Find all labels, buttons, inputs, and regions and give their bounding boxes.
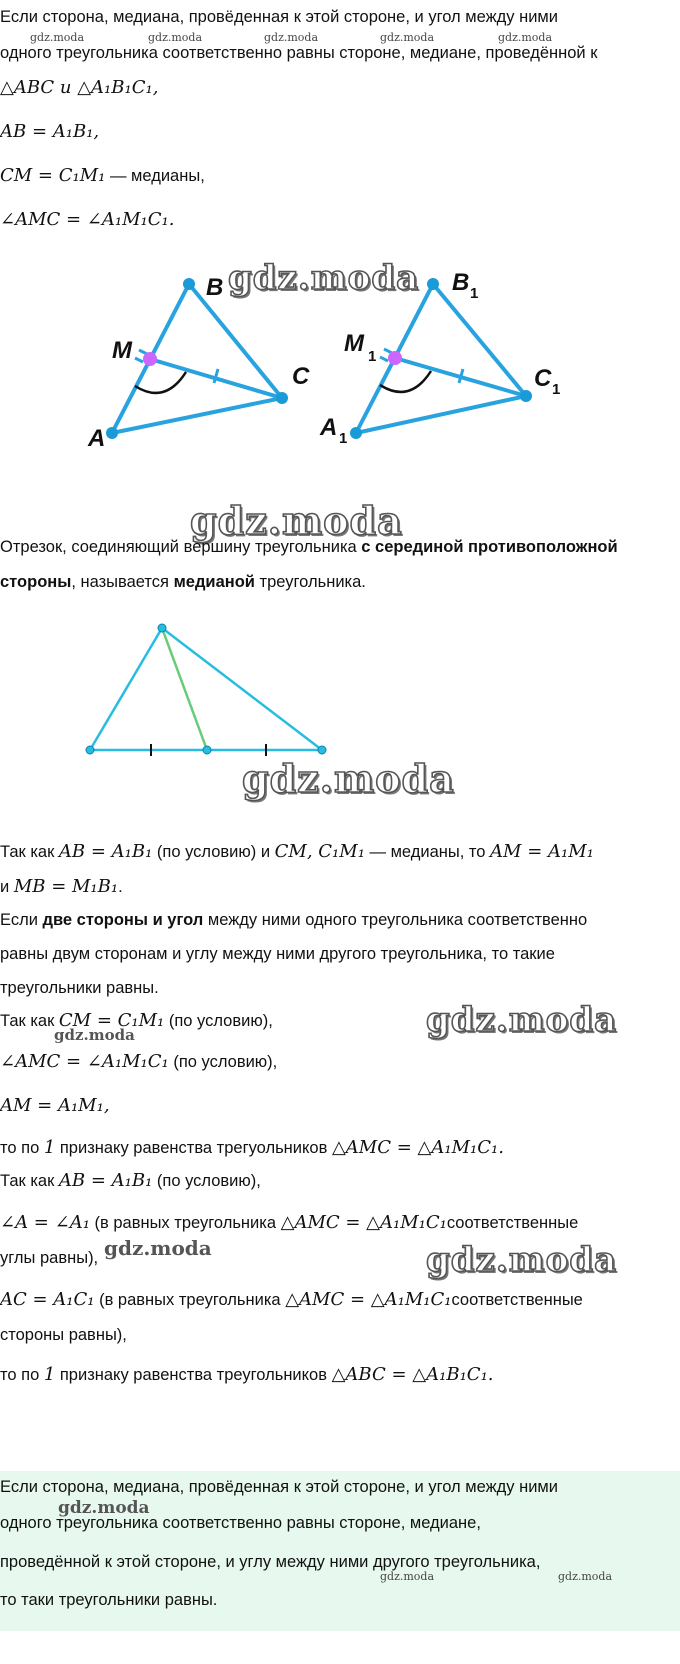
text: (в равных треугольника bbox=[94, 1291, 286, 1309]
side-a1c1 bbox=[356, 396, 526, 433]
intro-line-5 bbox=[0, 166, 205, 186]
proof-line-t4 bbox=[0, 1138, 504, 1158]
bold-text: две стороны и угол bbox=[42, 911, 204, 929]
text: Так как bbox=[0, 843, 59, 861]
watermark-small: gdz.moda bbox=[264, 31, 319, 44]
label-c1: C bbox=[534, 365, 552, 392]
watermark-large: gdz.moda bbox=[228, 258, 420, 298]
text: то по bbox=[0, 1366, 44, 1384]
tick-mark bbox=[135, 358, 143, 362]
intro-line-1: Если сторона, медиана, провёденная к этой стороне, и угол между ними bbox=[0, 8, 558, 26]
median-figure bbox=[0, 618, 680, 768]
watermark-small: gdz.moda bbox=[30, 31, 85, 44]
conclusion-line-4: то таки треугольники равны. bbox=[0, 1591, 218, 1609]
definition-bold: с серединой противоположной bbox=[361, 538, 618, 556]
math: △AMC = △A₁M₁C₁ bbox=[285, 1289, 452, 1310]
label-c1-sub: 1 bbox=[552, 381, 561, 398]
text: (по условию), bbox=[152, 1172, 261, 1190]
midpoint bbox=[203, 746, 211, 754]
math: MB = M₁B₁ bbox=[13, 876, 119, 897]
math-cm-eq: CM = C₁M₁ bbox=[0, 165, 106, 186]
proof-line-u6 bbox=[0, 1365, 494, 1385]
watermark-small: gdz.moda bbox=[54, 1026, 135, 1044]
watermark-large: gdz.moda bbox=[426, 1000, 618, 1040]
text: между ними одного треугольника соответственно bbox=[203, 911, 588, 929]
proof-line-u5: стороны равны), bbox=[0, 1326, 127, 1344]
side-b1c1 bbox=[433, 284, 526, 396]
text: — медианы, то bbox=[364, 843, 491, 861]
text: Так как bbox=[0, 1012, 59, 1030]
label-b1-sub: 1 bbox=[470, 285, 479, 302]
proof-line-t3 bbox=[0, 1096, 110, 1116]
definition-text: , называется bbox=[71, 573, 174, 591]
rule-line-1 bbox=[0, 910, 587, 930]
text: Если bbox=[0, 911, 43, 929]
intro-line-3 bbox=[0, 78, 158, 98]
tick-mark bbox=[459, 369, 463, 383]
text: то по bbox=[0, 1139, 44, 1157]
label-b: B bbox=[206, 274, 224, 301]
proof-line-u1 bbox=[0, 1171, 261, 1191]
watermark-small: gdz.moda bbox=[380, 31, 435, 44]
text: (по условию), bbox=[164, 1012, 273, 1030]
math-ab-eq: AB = A₁B₁, bbox=[0, 121, 100, 142]
point-a1 bbox=[350, 427, 362, 439]
math: AM = A₁M₁ bbox=[490, 841, 594, 862]
tick-mark bbox=[384, 349, 392, 353]
definition-bold: стороны bbox=[0, 573, 72, 591]
conclusion-line-1: Если сторона, медиана, провёденная к этой стороне, и угол между ними bbox=[0, 1478, 558, 1496]
math: 1 bbox=[43, 1364, 56, 1385]
watermark-large: gdz.moda bbox=[426, 1240, 618, 1280]
intro-line-4 bbox=[0, 122, 99, 142]
rule-line-3: треугольники равны. bbox=[0, 979, 159, 997]
medians-text: — медианы, bbox=[105, 167, 205, 185]
math: ∠AMC = ∠A₁M₁C₁ bbox=[0, 1051, 169, 1072]
text: . bbox=[118, 878, 123, 896]
math: AB = A₁B₁ bbox=[58, 841, 153, 862]
label-a1: A bbox=[320, 414, 338, 441]
math: △AMC = △A₁M₁C₁. bbox=[331, 1137, 504, 1158]
point-c bbox=[276, 392, 288, 404]
proof-line-u2 bbox=[0, 1213, 578, 1233]
point-m1 bbox=[388, 351, 402, 365]
text: признаку равенства треугольников bbox=[55, 1366, 332, 1384]
watermark-small: gdz.moda bbox=[148, 31, 203, 44]
watermark-small: gdz.moda bbox=[380, 1570, 435, 1583]
vertex-left bbox=[86, 746, 94, 754]
math: CM, C₁M₁ bbox=[274, 841, 365, 862]
proof-line-t1 bbox=[0, 1011, 273, 1031]
label-m1: M bbox=[344, 330, 364, 357]
definition-line-1 bbox=[0, 537, 618, 557]
definition-text: треугольника. bbox=[254, 573, 366, 591]
conclusion-line-2: одного треугольника соответственно равны стороне, медиане, bbox=[0, 1514, 481, 1532]
tick-mark bbox=[139, 350, 147, 354]
side-right bbox=[162, 628, 322, 750]
point-m bbox=[143, 352, 157, 366]
math: CM = C₁M₁ bbox=[58, 1010, 165, 1031]
label-c: C bbox=[292, 363, 310, 390]
proof-line-u4 bbox=[0, 1290, 583, 1310]
text: (по условию), bbox=[168, 1053, 278, 1071]
text: Так как bbox=[0, 1172, 59, 1190]
watermark-small: gdz.moda bbox=[104, 1236, 212, 1260]
label-m1-sub: 1 bbox=[368, 348, 377, 365]
side-ac bbox=[112, 398, 282, 433]
proof-line-2 bbox=[0, 877, 123, 897]
side-bc bbox=[189, 284, 282, 398]
math: △AMC = △A₁M₁C₁ bbox=[280, 1212, 447, 1233]
vertex-top bbox=[158, 624, 166, 632]
math: 1 bbox=[43, 1137, 56, 1158]
definition-bold: медианой bbox=[173, 573, 255, 591]
math-triangles: △ABC и △A₁B₁C₁, bbox=[0, 77, 159, 98]
point-b1 bbox=[427, 278, 439, 290]
vertex-right bbox=[318, 746, 326, 754]
text: (по условию) и bbox=[152, 843, 275, 861]
watermark-large: gdz.moda bbox=[242, 756, 455, 801]
intro-line-6 bbox=[0, 210, 174, 230]
proof-line-1 bbox=[0, 842, 594, 862]
text: соответственные bbox=[451, 1291, 583, 1309]
proof-line-u3: углы равны), bbox=[0, 1249, 99, 1267]
tick-mark bbox=[380, 357, 388, 361]
point-a bbox=[106, 427, 118, 439]
math-angle-eq: ∠AMC = ∠A₁M₁C₁. bbox=[0, 209, 175, 230]
label-b1: B bbox=[452, 270, 470, 296]
watermark-small: gdz.moda bbox=[558, 1570, 613, 1583]
rule-line-2: равны двум сторонам и углу между ними другого треугольника, то такие bbox=[0, 945, 555, 963]
point-c1 bbox=[520, 390, 532, 402]
intro-line-2: одного треугольника соответственно равны стороне, медиане, проведённой к bbox=[0, 44, 598, 62]
watermark-large: gdz.moda bbox=[190, 498, 403, 543]
definition-text: Отрезок, соединяющий вершину треугольника bbox=[0, 538, 362, 556]
text: (в равных треугольника bbox=[89, 1214, 281, 1232]
side-left bbox=[90, 628, 162, 750]
text: и bbox=[0, 878, 14, 896]
label-a1-sub: 1 bbox=[339, 430, 348, 447]
math: AM = A₁M₁, bbox=[0, 1095, 110, 1116]
label-a: A bbox=[88, 425, 106, 452]
math: ∠A = ∠A₁ bbox=[0, 1212, 90, 1233]
math: AC = A₁C₁ bbox=[0, 1289, 95, 1310]
triangles-figure bbox=[0, 270, 680, 500]
text: соответственные bbox=[446, 1214, 579, 1232]
text: признаку равенства трегуольников bbox=[55, 1139, 332, 1157]
watermark-small: gdz.moda bbox=[58, 1498, 150, 1518]
definition-line-2 bbox=[0, 572, 366, 592]
conclusion-line-3: проведённой к этой стороне, и углу между ними другого треугольника, bbox=[0, 1553, 541, 1571]
proof-line-t2 bbox=[0, 1052, 277, 1072]
label-m: M bbox=[112, 337, 132, 364]
math: AB = A₁B₁ bbox=[58, 1170, 153, 1191]
math: △ABC = △A₁B₁C₁. bbox=[331, 1364, 494, 1385]
point-b bbox=[183, 278, 195, 290]
watermark-small: gdz.moda bbox=[498, 31, 553, 44]
